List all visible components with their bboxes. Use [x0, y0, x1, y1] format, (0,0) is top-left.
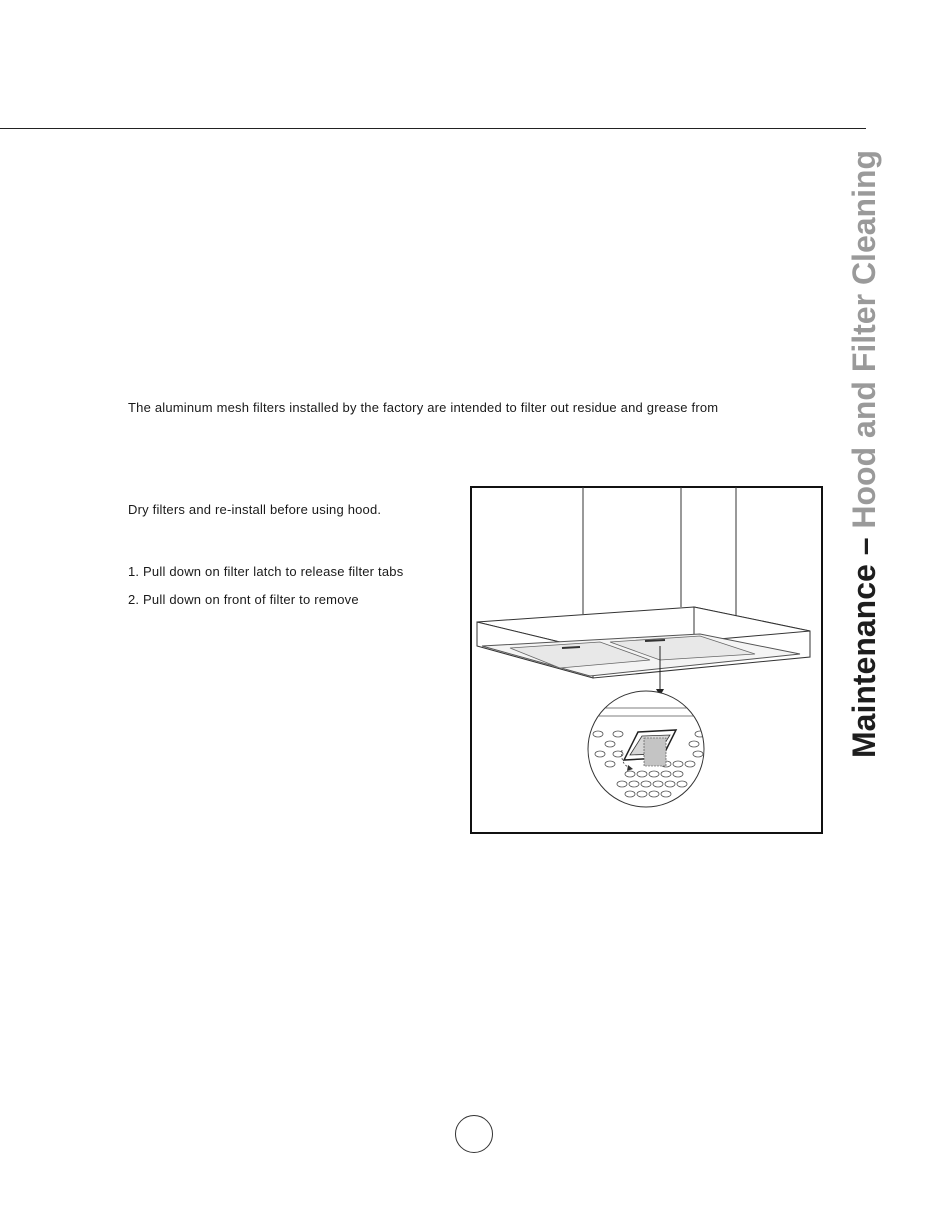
section-title-bold: Maintenance –	[846, 528, 882, 758]
section-title-light: Hood and Filter Cleaning	[846, 149, 882, 529]
intro-paragraph: The aluminum mesh filters installed by the factory are intended to filter out residue and grease from	[128, 400, 719, 415]
step-1: 1. Pull down on filter latch to release filter tabs	[128, 564, 404, 579]
section-title-vertical	[846, 149, 882, 758]
range-hood-illustration	[470, 486, 823, 834]
header-rule	[0, 128, 866, 129]
dry-filters-note: Dry filters and re-install before using hood.	[128, 502, 382, 517]
filter-removal-figure	[470, 486, 823, 834]
step-2: 2. Pull down on front of filter to remove	[128, 592, 359, 607]
page-number-circle	[455, 1115, 493, 1153]
